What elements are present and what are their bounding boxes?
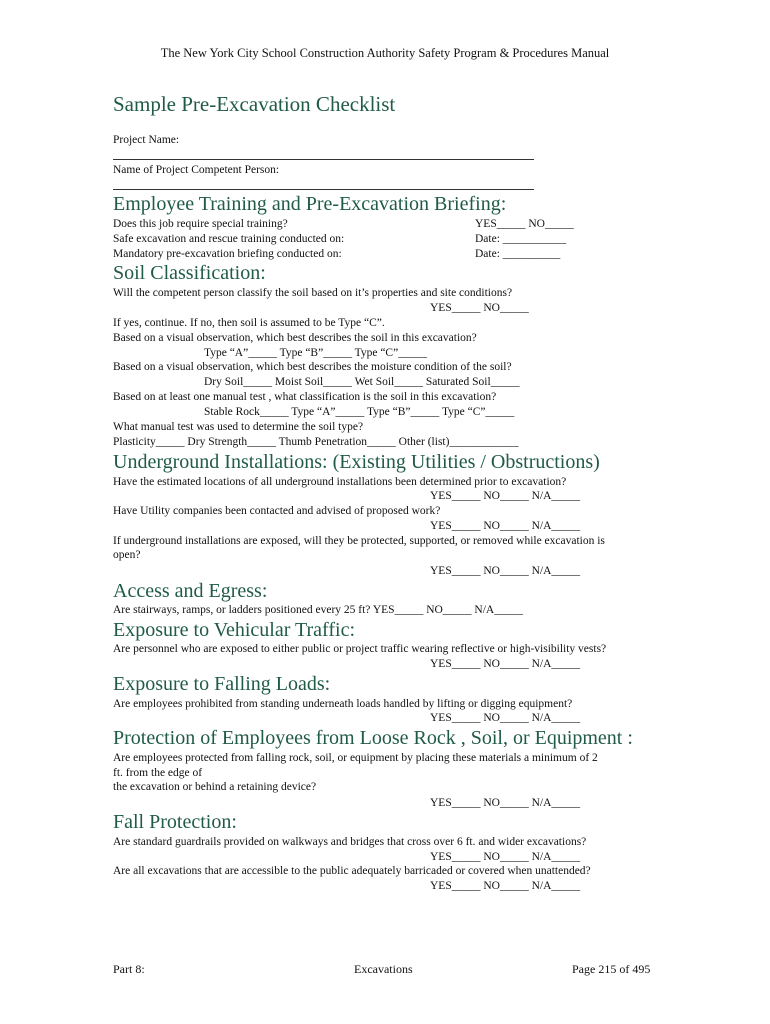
question-text: Does this job require special training? [113, 218, 288, 230]
question-text: Based on a visual observation, which best describes the soil in this excavation? [113, 332, 477, 344]
question-text: Have Utility companies been contacted and advised of proposed work? [113, 505, 441, 517]
question-text: open? [113, 549, 141, 561]
answer-blank[interactable]: YES_____ NO_____ [430, 302, 529, 314]
question-text: Will the competent person classify the soil based on it’s properties and site conditions? [113, 287, 513, 299]
question-text: Safe excavation and rescue training conducted on: [113, 233, 345, 245]
section-heading-training: Employee Training and Pre-Excavation Briefing: [113, 193, 507, 215]
answer-blank[interactable]: Plasticity_____ Dry Strength_____ Thumb Penetration_____ Other (list)____________ [113, 436, 519, 448]
answer-blank[interactable]: YES_____ NO_____ N/A_____ [430, 490, 581, 502]
question-text: If underground installations are exposed, will they be protected, supported, or removed while excavation is [113, 535, 605, 547]
answer-blank[interactable]: Stable Rock_____ Type “A”_____ Type “B”_____ Type “C”_____ [204, 406, 515, 418]
answer-blank[interactable]: YES_____ NO_____ N/A_____ [430, 851, 581, 863]
answer-blank[interactable]: Type “A”_____ Type “B”_____ Type “C”_____ [204, 347, 427, 359]
answer-blank[interactable]: YES_____ NO_____ N/A_____ [430, 712, 581, 724]
question-text[interactable]: Are stairways, ramps, or ladders positioned every 25 ft? YES_____ NO_____ N/A_____ [113, 604, 523, 616]
section-heading-fall-protection: Fall Protection: [113, 811, 237, 833]
question-text: the excavation or behind a retaining device? [113, 781, 317, 793]
question-text: Have the estimated locations of all underground installations been determined prior to excavation? [113, 476, 567, 488]
section-heading-access: Access and Egress: [113, 580, 268, 602]
question-text: ft. from the edge of [113, 767, 203, 779]
question-text: Based on a visual observation, which best describes the moisture condition of the soil? [113, 361, 512, 373]
section-heading-soil: Soil Classification: [113, 262, 266, 284]
question-text: Are employees protected from falling rock, soil, or equipment by placing these materials a minimum of 2 [113, 752, 598, 764]
answer-blank[interactable]: YES_____ NO_____ N/A_____ [430, 658, 581, 670]
question-text: Are all excavations that are accessible to the public adequately barricaded or covered when unattended? [113, 865, 591, 877]
answer-blank[interactable]: YES_____ NO_____ N/A_____ [430, 880, 581, 892]
competent-person-label: Name of Project Competent Person: [113, 164, 280, 176]
answer-blank[interactable]: YES_____ NO_____ N/A_____ [430, 520, 581, 532]
question-text: Mandatory pre-excavation briefing conducted on: [113, 248, 342, 260]
date-blank[interactable]: Date: __________ [475, 248, 561, 260]
footer-part: Part 8: [113, 962, 145, 976]
section-heading-falling-loads: Exposure to Falling Loads: [113, 673, 331, 695]
page-title: Sample Pre-Excavation Checklist [113, 92, 396, 116]
answer-blank[interactable]: YES_____ NO_____ [475, 218, 574, 230]
competent-person-line[interactable] [113, 189, 534, 190]
question-text: Are personnel who are exposed to either public or project traffic wearing reflective or high-visibility vests? [113, 643, 607, 655]
footer-section: Excavations [354, 962, 413, 976]
answer-blank[interactable]: Dry Soil_____ Moist Soil_____ Wet Soil_____ Saturated Soil_____ [204, 376, 520, 388]
project-name-line[interactable] [113, 159, 534, 160]
section-heading-traffic: Exposure to Vehicular Traffic: [113, 619, 356, 641]
footer-page-number: Page 215 of 495 [572, 962, 651, 976]
section-heading-underground: Underground Installations: (Existing Utilities / Obstructions) [113, 451, 600, 473]
question-text: What manual test was used to determine the soil type? [113, 421, 364, 433]
question-text: Are employees prohibited from standing underneath loads handled by lifting or digging equipment? [113, 698, 573, 710]
question-text: Based on at least one manual test , what classification is the soil in this excavation? [113, 391, 497, 403]
question-text: If yes, continue. If no, then soil is assumed to be Type “C”. [113, 317, 385, 329]
project-name-label: Project Name: [113, 134, 180, 146]
answer-blank[interactable]: YES_____ NO_____ N/A_____ [430, 797, 581, 809]
answer-blank[interactable]: YES_____ NO_____ N/A_____ [430, 565, 581, 577]
page-header: The New York City School Construction Authority Safety Program & Procedures Manual [160, 46, 610, 60]
date-blank[interactable]: Date: ___________ [475, 233, 567, 245]
question-text: Are standard guardrails provided on walkways and bridges that cross over 6 ft. and wider excavations? [113, 836, 587, 848]
section-heading-loose-rock: Protection of Employees from Loose Rock , Soil, or Equipment : [113, 727, 633, 749]
